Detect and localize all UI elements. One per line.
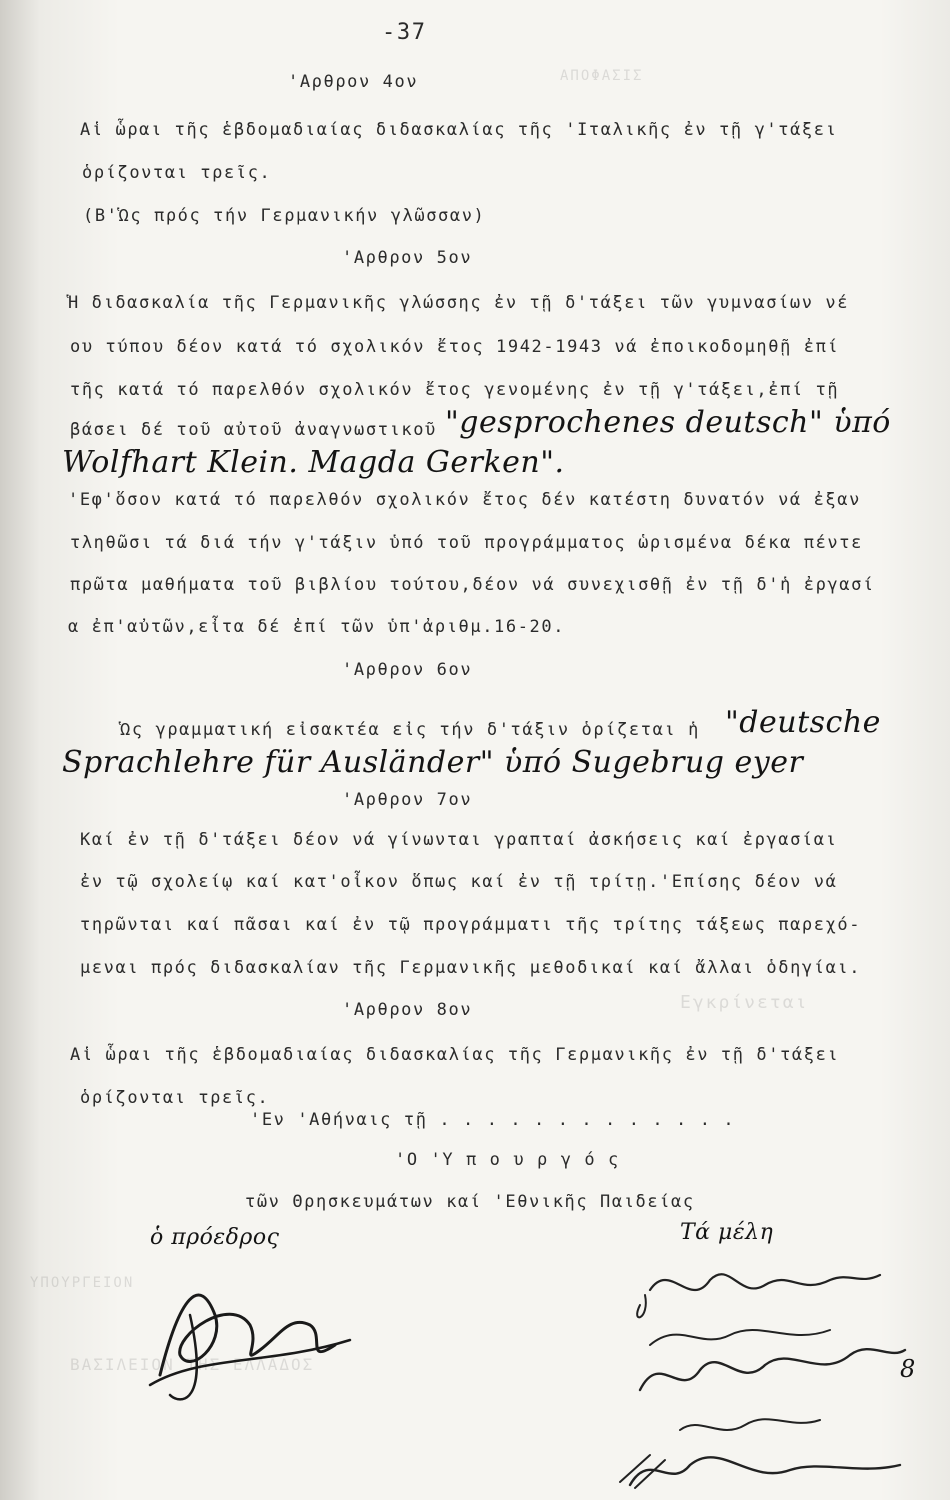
ministry-name: τῶν Θρησκευμάτων καί 'Εθνικῆς Παιδείας xyxy=(245,1192,695,1212)
article-4-line-2: ὁρίζονται τρεῖς. xyxy=(82,163,272,183)
bleed-through-stamp-line1: ΥΠΟΥΡΓΕΙΟΝ xyxy=(30,1275,135,1291)
article-5-line-6: τληθῶσι τά διά τήν γ'τάξιν ὑπό τοῦ προγράμματος ὡρισμένα δέκα πέντε xyxy=(70,533,863,553)
members-caption: Τά μέλη xyxy=(680,1220,774,1245)
article-5-line-3: τῆς κατά τό παρελθόν σχολικόν ἔτος γενομένης ἐν τῇ γ'τάξει,ἐπί τῇ xyxy=(70,380,840,400)
president-caption: ὁ πρόεδρος xyxy=(150,1225,280,1250)
article-7-heading: 'Αρθρον 7ον xyxy=(342,790,473,810)
article-5-line-2: ου τύπου δέον κατά τό σχολικόν ἔτος 1942-1943 νά ἐποικοδομηθῇ ἐπί xyxy=(70,337,840,357)
article-5-line-8: α ἐπ'αὐτῶν,εἶτα δέ ἐπί τῶν ὑπ'ἀριθμ.16-20. xyxy=(68,617,566,637)
president-signature xyxy=(120,1255,360,1415)
article-5-line-5: 'Εφ'ὅσον κατά τό παρελθόν σχολικόν ἔτος δέν κατέστη δυνατόν νά ἐξαν xyxy=(68,490,861,510)
handwritten-page-mark: 8 xyxy=(900,1355,916,1383)
article-8-line-2: ὁρίζονται τρεῖς. xyxy=(80,1088,270,1108)
handwritten-grammar-title: Sprachlehre für Ausländer" ὑπό Sugebrug eyer xyxy=(62,745,804,780)
article-5-line-7: πρῶτα μαθήματα τοῦ βιβλίου τούτου,δέον νά συνεχισθῇ ἐν τῇ δ'ἡ ἐργασί xyxy=(70,575,875,595)
article-8-heading: 'Αρθρον 8ον xyxy=(342,1000,473,1020)
article-4-heading: 'Αρθρον 4ον xyxy=(288,72,419,92)
article-6-heading: 'Αρθρον 6ον xyxy=(342,660,473,680)
members-signatures xyxy=(590,1250,920,1500)
article-7-line-3: τηρῶνται καί πᾶσαι καί ἐν τῷ προγράμματι τῆς τρίτης τάξεως παρεχό- xyxy=(80,915,862,935)
handwritten-book-authors: Wolfhart Klein. Magda Gerken". xyxy=(62,445,565,480)
article-7-line-1: Καί ἐν τῇ δ'τάξει δέον νά γίνωνται γραπταί ἀσκήσεις καί ἐργασίαι xyxy=(80,830,838,850)
bleed-through-mid-text: Εγκρίνεται xyxy=(680,992,809,1013)
section-b-heading: (Β'Ὡς πρός τήν Γερμανικήν γλῶσσαν) xyxy=(83,206,486,226)
article-4-line-1: Αἱ ὧραι τῆς ἑβδομαδιαίας διδασκαλίας τῆς 'Ιταλικῆς ἐν τῇ γ'τάξει xyxy=(80,120,838,140)
minister-title: 'Ο 'Υ π ο υ ρ γ ό ς xyxy=(395,1150,620,1170)
bleed-through-stamp-line2: ΒΑΣΙΛΕΙΟΝ ΤΗΣ ΕΛΛΑΔΟΣ xyxy=(70,1355,315,1374)
place-date-line: 'Εν 'Αθήναις τῇ . . . . . . . . . . . . . xyxy=(250,1110,736,1130)
article-6-line-1: Ὡς γραμματική εἰσακτέα εἰς τήν δ'τάξιν ὁρίζεται ἡ xyxy=(120,720,700,740)
article-5-line-4: βάσει δέ τοῦ αὐτοῦ ἀναγνωστικοῦ xyxy=(70,420,437,440)
handwritten-grammar-title-start: "deutsche xyxy=(725,705,881,740)
article-8-line-1: Αἱ ὧραι τῆς ἑβδομαδιαίας διδασκαλίας τῆς Γερμανικῆς ἐν τῇ δ'τάξει xyxy=(70,1045,840,1065)
bleed-through-right-text: ΑΠΟΦΑΣΙΣ xyxy=(560,68,644,84)
handwritten-book-title: "gesprochenes deutsch" ὑπό xyxy=(445,405,891,440)
article-5-line-1: Ἡ διδασκαλία τῆς Γερμανικῆς γλώσσης ἐν τῇ δ'τάξει τῶν γυμνασίων νέ xyxy=(68,293,850,313)
article-5-heading: 'Αρθρον 5ον xyxy=(342,248,473,268)
article-7-line-2: ἐν τῷ σχολείῳ καί κατ'οἶκον ὅπως καί ἐν τῇ τρίτῃ.'Επίσης δέον νά xyxy=(80,872,838,892)
article-7-line-4: μεναι πρός διδασκαλίαν τῆς Γερμανικῆς μεθοδικαί καί ἄλλαι ὁδηγίαι. xyxy=(80,958,862,978)
page-number: -37 xyxy=(382,20,427,45)
